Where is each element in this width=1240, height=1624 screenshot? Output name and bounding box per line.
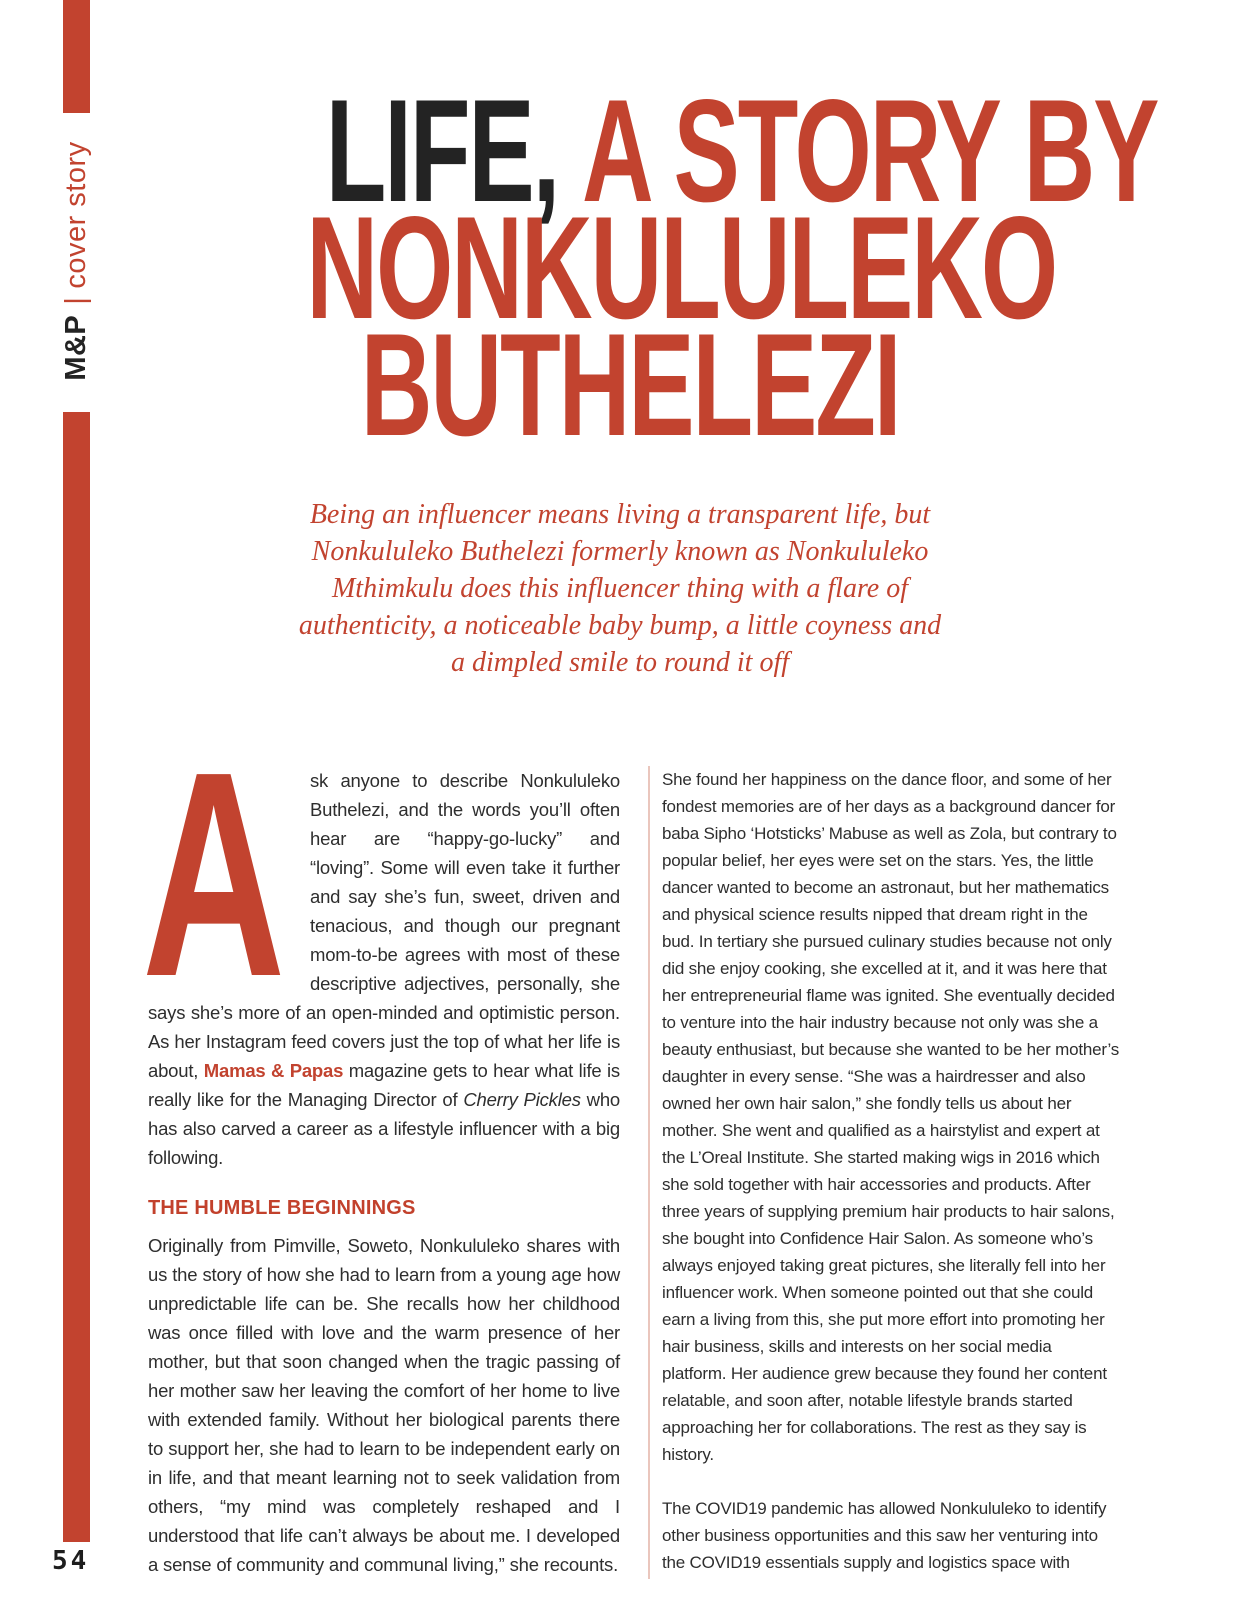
- standfirst-line: authenticity, a noticeable baby bump, a little coyness and: [298, 610, 942, 641]
- right-column: [648, 766, 1120, 1579]
- section-name: cover story: [59, 141, 92, 289]
- dropcap-letter: A: [142, 711, 286, 1037]
- standfirst-line: Being an influencer means living a transparent life, but: [309, 499, 931, 530]
- company-name-italic: Cherry Pickles: [463, 1089, 581, 1110]
- headline-word-nonkululeko: NONKULULEKO: [306, 186, 1057, 349]
- headline-word-life: LIFE,: [325, 69, 559, 232]
- left-rail-bar-bottom: [63, 412, 90, 1542]
- dance-paragraph: She found her happiness on the dance floor, and some of her fondest memories are of her days as a background dancer for baba Sipho ‘Hotsticks’ Mabuse as well as Zola, but contrary to popular belief, her eyes were set on the stars. Yes, the little dancer wanted to become an astronaut, but her mathematics and physical science results nipped that dream right in the bud. In tertiary she pursued culinary studies because not only did she enjoy cooking, she excelled at it, and it was here that her entrepreneurial flame was ignited. She eventually decided to venture into the hair industry because not only was she a beauty enthusiast, but because she wanted to be her mother’s daughter in every sense. “She was a hairdresser and also owned her own hair salon,” she fondly tells us about her mother. She went and qualified as a hairstylist and expert at the L’Oreal Institute. She started making wigs in 2016 which she sold together with hair accessories and products. After three years of supplying premium hair products to hair salons, she bought into Confidence Hair Salon. As someone who’s always enjoyed taking great pictures, she literally fell into her influencer work. When someone pointed out that she could earn a living from this, she put more effort into promoting her hair business, skills and interests on her social media platform. Her audience grew because they found her content relatable, and soon after, notable lifestyle brands started approaching her for collaborations. The rest as they say is history.: [662, 770, 1120, 1464]
- standfirst-line: a dimpled smile to round it off: [450, 647, 790, 678]
- article-headline: [130, 69, 1158, 466]
- standfirst-line: Nonkululeko Buthelezi formerly known as Nonkululeko: [311, 536, 929, 567]
- page-number: 54: [52, 1546, 90, 1576]
- section-rail-label: [55, 115, 97, 407]
- section-heading: THE HUMBLE BEGINNINGS: [148, 1197, 416, 1219]
- body-columns: [142, 711, 1120, 1579]
- paragraph-text: who has also carved a career as a lifestyle influencer with a big following.: [148, 1089, 621, 1168]
- beginnings-paragraph: Originally from Pimville, Soweto, Nonkululeko shares with us the story of how she had to learn from a young age how unpredictable life can be. She recalls how her childhood was once filled with love and the warm presence of her mother, but that soon changed when the tragic passing of her mother saw her leaving the comfort of her home to live with extended family. Without her biological parents there to support her, she had to learn to be independent early on in life, and that meant learning not to seek validation from others, “my mind was completely reshaped and I understood that life can’t always be about me. I developed a sense of community and communal living,” she recounts.: [148, 1235, 620, 1575]
- paragraph-text: sk anyone to describe Nonkululeko Buthelezi, and the words you’ll often hear are “happy-go-lucky” and “loving”. Some will even take it further and say she’s fun, sweet, driven and tenacious, and though our pregnant mom-to-be agrees with most of these descriptive adjectives, personally, she says she’s more of an open-minded and optimistic person. As her Instagram feed covers just the top of what her life is about,: [148, 770, 620, 1081]
- paragraph-text: magazine gets to hear what life is really like for the Managing Director of: [148, 1060, 620, 1110]
- headline-word-story-by: A STORY BY: [581, 69, 1158, 232]
- opening-paragraph: [142, 711, 621, 1172]
- standfirst-line: Mthimkulu does this influencer thing with a flare of: [331, 573, 909, 604]
- left-column: [142, 711, 621, 1579]
- covid-paragraph: The COVID19 pandemic has allowed Nonkululeko to identify other business opportunities and this saw her venturing into the COVID19 essentials supply and logistics space with: [662, 1499, 1107, 1572]
- magazine-abbr: M&P: [59, 314, 92, 381]
- rail-separator: |: [59, 296, 92, 305]
- magazine-name-highlight: Mamas & Papas: [203, 1060, 344, 1081]
- left-rail-bar-top: [63, 0, 90, 113]
- dropcap: [142, 711, 300, 1037]
- standfirst: [220, 496, 1020, 681]
- headline-word-buthelezi: BUTHELEZI: [360, 303, 900, 466]
